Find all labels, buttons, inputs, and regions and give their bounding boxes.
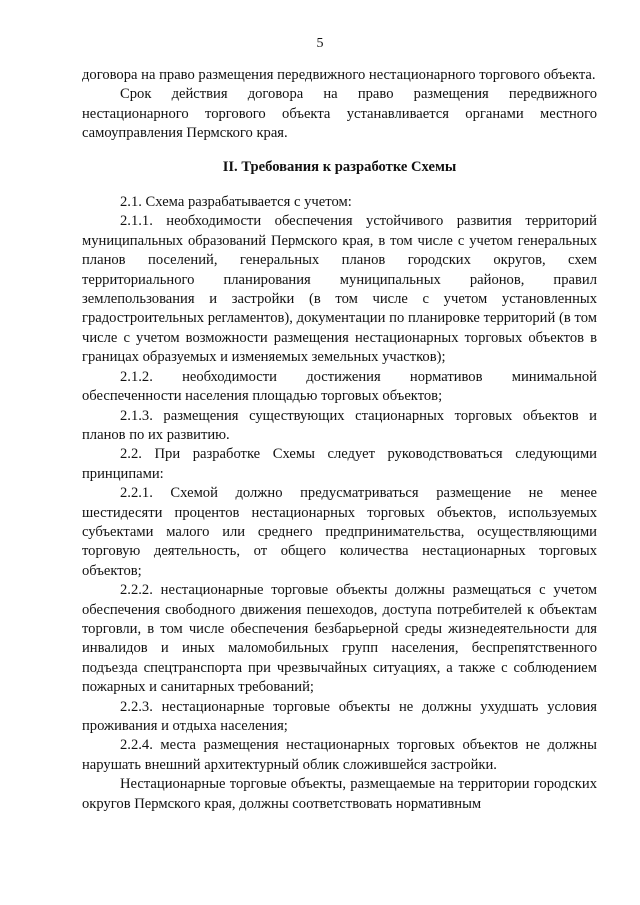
clause-2-2: 2.2. При разработке Схемы следует руководствоваться следующими принципами:: [82, 446, 597, 482]
page-number: 5: [316, 36, 324, 51]
clause-2-2-3: 2.2.3. нестационарные торговые объекты не должны ухудшать условия проживания и отдыха населения;: [82, 698, 597, 734]
clause-2-1-1: 2.1.1. необходимости обеспечения устойчивого развития территорий муниципальных образований Пермского края, в том числе с учетом генеральных планов поселений, генеральных планов городских округов, схем территориального планирования муниципальных районов, правил землепользования и застройки (в том числе с учетом установленных градостроительных регламентов), документации по планировке территорий (в том числе с учетом возможности размещения нестационарных торговых объектов в границах образуемых и изменяемых земельных участков);: [82, 213, 597, 366]
section-heading: II. Требования к разработке Схемы: [222, 158, 457, 175]
paragraph-contract-term: Срок действия договора на право размещения передвижного нестационарного торгового объекта устанавливается органами местного самоуправления Пермского края.: [82, 86, 597, 142]
paragraph-contract-continuation: договора на право размещения передвижного нестационарного торгового объекта.: [82, 67, 596, 83]
clause-2-1-2: 2.1.2. необходимости достижения нормативов минимальной обеспеченности населения площадью торговых объектов;: [82, 368, 597, 405]
clause-2-1-3: 2.1.3. размещения существующих стационарных торговых объектов и планов по их развитию.: [82, 407, 597, 443]
document-body: [82, 66, 597, 814]
clause-2-2-2: 2.2.2. нестационарные торговые объекты должны размещаться с учетом обеспечения свободного движения пешеходов, доступа потребителей к объектам торговли, в том числе обеспечения безбарьерной среды жизнедеятельности для инвалидов и иных маломобильных групп населения, беспрепятственного подъезда спецтранспорта при чрезвычайных ситуациях, а также с соблюдением пожарных и санитарных требований;: [82, 582, 597, 696]
clause-2-2-4: 2.2.4. места размещения нестационарных торговых объектов не должны нарушать внешний архитектурный облик сложившейся застройки.: [82, 737, 597, 773]
clause-2-2-1: 2.2.1. Схемой должно предусматриваться размещение не менее шестидесяти процентов нестационарных торговых объектов, используемых субъектами малого или среднего предпринимательства, осуществляющими торговую деятельность, от общего количества нестационарных торговых объектов;: [82, 485, 597, 579]
paragraph-nonstationary-objects: Нестационарные торговые объекты, размещаемые на территории городских округов Пермского края, должны соответствовать нормативным: [82, 776, 597, 812]
clause-2-1: 2.1. Схема разрабатывается с учетом:: [120, 194, 352, 211]
